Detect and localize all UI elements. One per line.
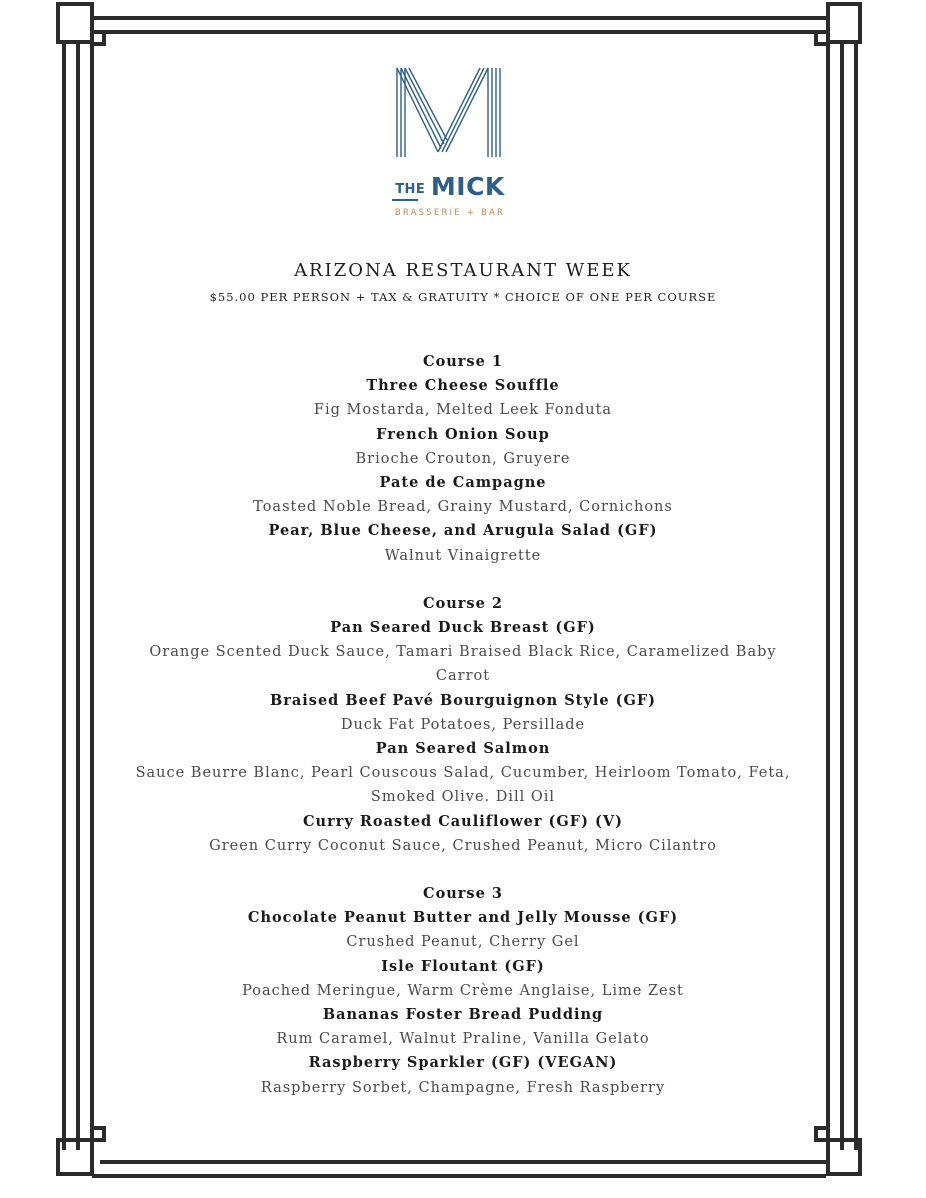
dish-name: Pan Seared Salmon bbox=[375, 740, 551, 758]
brand-logo bbox=[380, 60, 520, 230]
dish-description: Fig Mostarda, Melted Leek Fonduta bbox=[313, 402, 613, 419]
dish-name: Pan Seared Duck Breast (GF) bbox=[330, 619, 596, 637]
dish-name: Pate de Campagne bbox=[379, 474, 547, 492]
dish-description: Green Curry Coconut Sauce, Crushed Peanut, Micro Cilantro bbox=[209, 837, 717, 854]
dish-description: Duck Fat Potatoes, Persillade bbox=[340, 716, 586, 733]
course-title: Course 1 bbox=[423, 353, 503, 370]
logo-tagline: BRASSERIE + BAR bbox=[394, 208, 506, 218]
course-section bbox=[0, 350, 926, 568]
dish-description: Poached Meringue, Warm Crème Anglaise, Lime Zest bbox=[242, 982, 684, 999]
dish-description: Raspberry Sorbet, Champagne, Fresh Raspberry bbox=[260, 1079, 666, 1096]
dish-name: Braised Beef Pavé Bourguignon Style (GF) bbox=[270, 691, 656, 709]
menu-body bbox=[0, 350, 926, 1124]
dish-description: Rum Caramel, Walnut Praline, Vanilla Gelato bbox=[276, 1031, 650, 1048]
logo-divider bbox=[392, 199, 418, 201]
logo-the: THE bbox=[395, 182, 426, 197]
logo-m-monogram-icon bbox=[380, 60, 520, 160]
dish-name: Chocolate Peanut Butter and Jelly Mousse (GF) bbox=[247, 909, 679, 927]
course-title: Course 3 bbox=[423, 885, 503, 903]
course-section bbox=[0, 882, 926, 1100]
dish-description: Orange Scented Duck Sauce, Tamari Braised Black Rice, Caramelized Baby Carrot bbox=[149, 644, 777, 685]
dish-description: Toasted Noble Bread, Grainy Mustard, Cornichons bbox=[253, 499, 673, 516]
course-section bbox=[0, 592, 926, 858]
dish-name: French Onion Soup bbox=[376, 425, 550, 443]
dish-name: Pear, Blue Cheese, and Arugula Salad (GF) bbox=[268, 522, 658, 540]
dish-name: Raspberry Sparkler (GF) (VEGAN) bbox=[308, 1054, 618, 1072]
logo-name: MICK bbox=[430, 172, 505, 201]
menu-title: ARIZONA RESTAURANT WEEK bbox=[294, 260, 632, 281]
dish-name: Curry Roasted Cauliflower (GF) (V) bbox=[303, 812, 623, 830]
logo-wordmark bbox=[380, 172, 520, 201]
dish-description: Sauce Beurre Blanc, Pearl Couscous Salad, Cucumber, Heirloom Tomato, Feta, Smoked Olive. Dill Oil bbox=[135, 765, 791, 806]
dish-name: Isle Floutant (GF) bbox=[381, 957, 545, 975]
menu-subtitle: $55.00 PER PERSON + TAX & GRATUITY * CHOICE OF ONE PER COURSE bbox=[209, 290, 717, 304]
dish-name: Bananas Foster Bread Pudding bbox=[322, 1006, 604, 1024]
dish-description: Walnut Vinaigrette bbox=[384, 547, 542, 564]
dish-description: Crushed Peanut, Cherry Gel bbox=[346, 934, 580, 951]
dish-description: Brioche Crouton, Gruyere bbox=[355, 450, 571, 467]
course-title: Course 2 bbox=[423, 594, 503, 612]
dish-name: Three Cheese Souffle bbox=[366, 377, 560, 395]
